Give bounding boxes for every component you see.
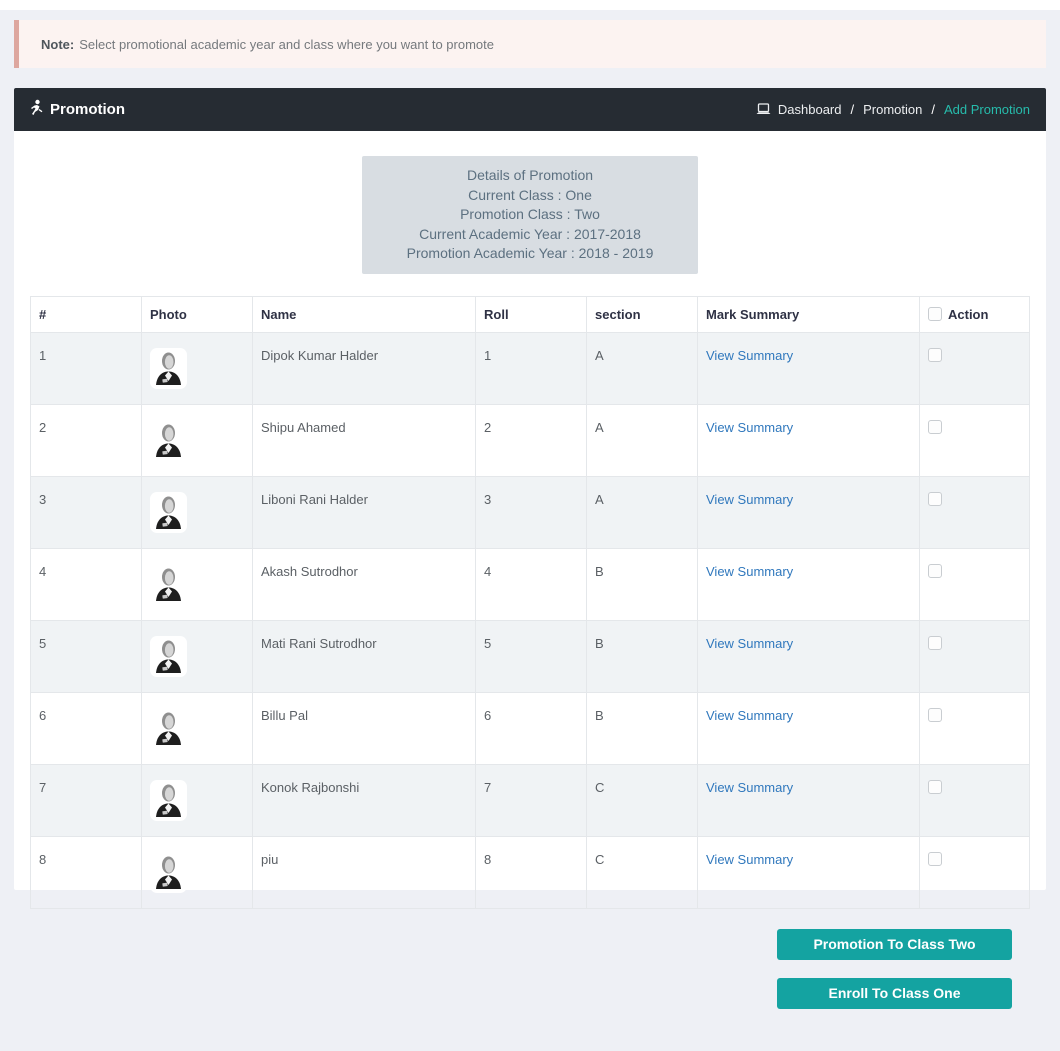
action-cell [920,332,1030,404]
row-checkbox[interactable] [928,420,942,434]
view-summary-link[interactable]: View Summary [706,707,794,723]
name-cell: Dipok Kumar Halder [253,332,476,404]
section-cell: A [587,332,698,404]
note-label: Note: [41,36,75,52]
roll-cell: 3 [476,476,587,548]
photo-cell [142,692,253,764]
photo-cell [142,764,253,836]
table-row [31,476,1030,548]
student-avatar [150,852,187,893]
mark-summary-cell [698,548,920,620]
section-cell: B [587,620,698,692]
action-cell [920,476,1030,548]
col-serial: # [31,296,142,332]
table-body [31,332,1030,908]
col-photo: Photo [142,296,253,332]
dashboard-icon [756,103,771,116]
row-checkbox[interactable] [928,348,942,362]
action-cell [920,404,1030,476]
students-table [30,296,1030,909]
enroll-to-class-button[interactable]: Enroll To Class One [777,978,1012,1009]
mark-summary-cell [698,332,920,404]
panel-body [14,131,1046,1051]
student-avatar [150,492,187,533]
name-cell: Shipu Ahamed [253,404,476,476]
row-checkbox[interactable] [928,492,942,506]
page-title: Promotion [50,101,125,118]
details-line: Details of Promotion [466,167,594,183]
section-cell: A [587,476,698,548]
promotion-details-box [362,156,698,274]
top-strip [0,0,1060,10]
roll-cell: 2 [476,404,587,476]
name-cell: Konok Rajbonshi [253,764,476,836]
roll-cell: 4 [476,548,587,620]
details-line: Current Class : One [468,186,592,203]
student-avatar [150,420,187,461]
roll-cell: 8 [476,836,587,908]
name-cell: Liboni Rani Halder [253,476,476,548]
note-banner [14,20,1046,68]
photo-cell [142,332,253,404]
section-cell: C [587,836,698,908]
select-all-checkbox[interactable] [928,307,942,321]
table-header-row [31,296,1030,332]
row-number-cell: 4 [31,548,142,620]
roll-cell: 1 [476,332,587,404]
action-cell [920,764,1030,836]
col-action [920,296,1030,332]
action-buttons [30,929,1030,1009]
action-cell [920,548,1030,620]
row-number-cell: 6 [31,692,142,764]
student-avatar [150,780,187,821]
row-checkbox[interactable] [928,564,942,578]
roll-cell: 6 [476,692,587,764]
student-avatar [150,348,187,389]
row-number-cell: 8 [31,836,142,908]
mark-summary-cell [698,404,920,476]
row-checkbox[interactable] [928,708,942,722]
row-checkbox[interactable] [928,636,942,650]
col-section: section [587,296,698,332]
row-number-cell: 1 [31,332,142,404]
col-name: Name [253,296,476,332]
promotion-icon [30,99,43,120]
view-summary-link[interactable]: View Summary [706,635,794,651]
mark-summary-cell [698,692,920,764]
photo-cell [142,836,253,908]
breadcrumb-add-promotion[interactable]: Add Promotion [944,102,1030,117]
breadcrumb-separator: / [931,102,935,117]
name-cell: Akash Sutrodhor [253,548,476,620]
photo-cell [142,620,253,692]
promotion-panel [14,88,1046,1002]
col-action-label: Action [948,306,989,322]
roll-cell: 5 [476,620,587,692]
photo-cell [142,548,253,620]
table-row [31,692,1030,764]
row-number-cell: 2 [31,404,142,476]
breadcrumb-promotion[interactable]: Promotion [863,102,923,117]
details-line: Current Academic Year : 2017-2018 [419,225,641,242]
view-summary-link[interactable]: View Summary [706,491,794,507]
col-mark-summary: Mark Summary [698,296,920,332]
name-cell: Billu Pal [253,692,476,764]
table-row [31,620,1030,692]
action-cell [920,692,1030,764]
note-text: Select promotional academic year and class where you want to promote [79,36,494,52]
section-cell: C [587,764,698,836]
mark-summary-cell [698,476,920,548]
view-summary-link[interactable]: View Summary [706,563,794,579]
photo-cell [142,476,253,548]
table-row [31,764,1030,836]
row-number-cell: 7 [31,764,142,836]
row-number-cell: 3 [31,476,142,548]
promotion-to-class-button[interactable]: Promotion To Class Two [777,929,1012,960]
details-line: Promotion Class : Two [460,206,600,223]
col-roll: Roll [476,296,587,332]
student-avatar [150,636,187,677]
student-avatar [150,564,187,605]
view-summary-link[interactable]: View Summary [706,419,794,435]
table-row [31,836,1030,908]
action-cell [920,836,1030,908]
roll-cell: 7 [476,764,587,836]
view-summary-link[interactable]: View Summary [706,779,794,795]
row-number-cell: 5 [31,620,142,692]
table-row [31,404,1030,476]
row-checkbox[interactable] [928,780,942,794]
breadcrumb-dashboard[interactable]: Dashboard [777,102,842,117]
student-avatar [150,708,187,749]
table-row [31,548,1030,620]
photo-cell [142,404,253,476]
breadcrumb-separator: / [850,102,855,117]
action-cell [920,620,1030,692]
view-summary-link[interactable]: View Summary [706,851,794,867]
section-cell: B [587,692,698,764]
row-checkbox[interactable] [928,852,942,866]
mark-summary-cell [698,620,920,692]
name-cell: Mati Rani Sutrodhor [253,620,476,692]
table-row [31,332,1030,404]
mark-summary-cell [698,764,920,836]
section-cell: A [587,404,698,476]
details-line: Promotion Academic Year : 2018 - 2019 [406,245,654,262]
view-summary-link[interactable]: View Summary [706,347,794,363]
section-cell: B [587,548,698,620]
breadcrumb [756,102,1030,117]
name-cell: piu [253,836,476,908]
mark-summary-cell [698,836,920,908]
panel-header [14,88,1046,131]
